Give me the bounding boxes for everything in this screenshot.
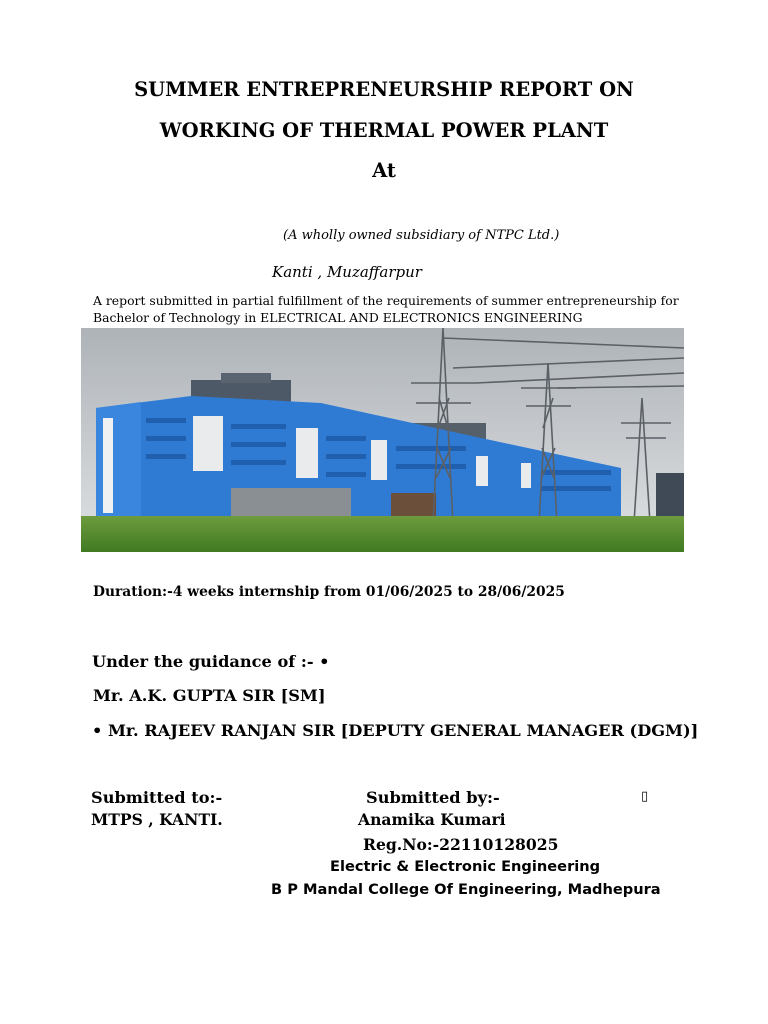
submitted-to-label: Submitted to:- [91,788,223,807]
description-line-2: Bachelor of Technology in ELECTRICAL AND ELECTRONICS ENGINEERING [93,310,583,325]
report-title-line-2: WORKING OF THERMAL POWER PLANT [159,119,609,142]
guide-name-2: • Mr. RAJEEV RANJAN SIR [DEPUTY GENERAL MANAGER (DGM)] [92,721,699,740]
college: B P Mandal College Of Engineering, Madhepura [271,881,661,898]
guide-name-1: Mr. A.K. GUPTA SIR [SM] [93,686,326,705]
location: Kanti , Muzaffarpur [272,263,422,281]
report-title-line-3: At [372,159,396,182]
submitted-to-value: MTPS , KANTI. [91,810,223,829]
submitter-name: Anamika Kumari [358,810,506,829]
subsidiary-note: (A wholly owned subsidiary of NTPC Ltd.) [283,228,560,243]
power-plant-photo [81,328,684,552]
submitted-by-label: Submitted by:- [366,788,500,807]
duration: Duration:-4 weeks internship from 01/06/2025 to 28/06/2025 [93,584,565,600]
description-line-1: A report submitted in partial fulfillment of the requirements of summer entrepreneurship for [93,293,679,308]
registration-number: Reg.No:-22110128025 [363,835,559,854]
department: Electric & Electronic Engineering [330,858,601,875]
missing-glyph-icon: ▯ [641,789,649,804]
report-title-line-1: SUMMER ENTREPRENEURSHIP REPORT ON [134,78,634,101]
guidance-heading: Under the guidance of :- • [92,652,330,671]
